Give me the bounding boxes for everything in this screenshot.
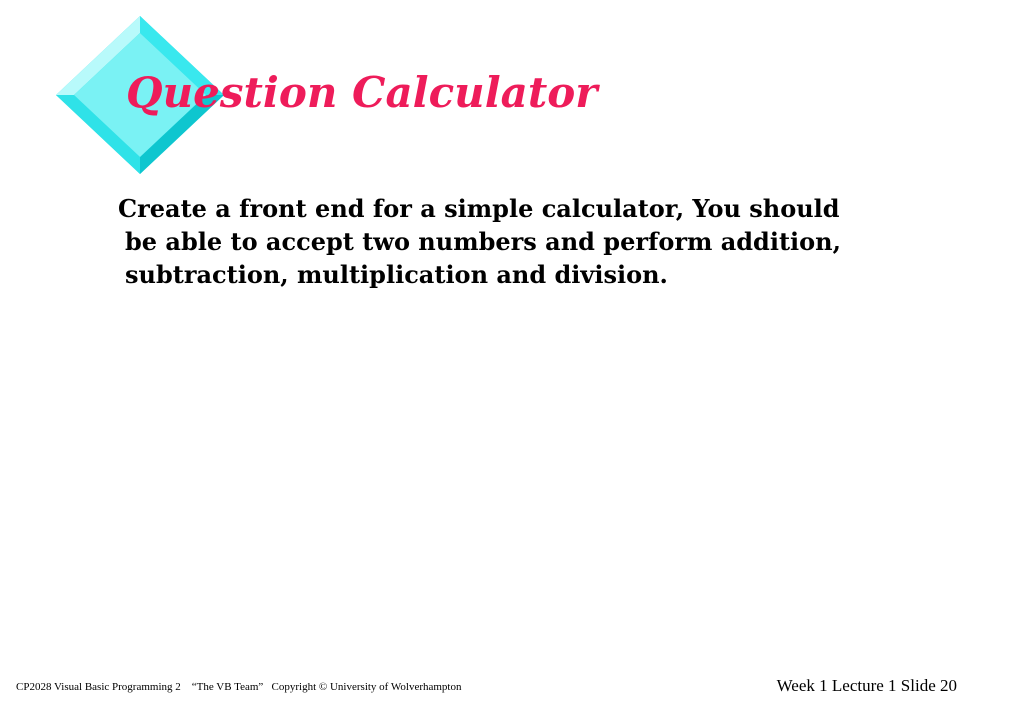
slide-body — [118, 192, 918, 291]
slide-title: Question Calculator — [126, 68, 598, 117]
body-line: Create a front end for a simple calculator, You should — [118, 194, 840, 223]
footer-course-info: CP2028 Visual Basic Programming 2 “The VB Team” Copyright © University of Wolverhampton — [16, 681, 462, 693]
footer-slide-number: Week 1 Lecture 1 Slide 20 — [776, 676, 957, 695]
body-line: subtraction, multiplication and division. — [125, 260, 668, 289]
body-line: be able to accept two numbers and perform addition, — [125, 227, 841, 256]
